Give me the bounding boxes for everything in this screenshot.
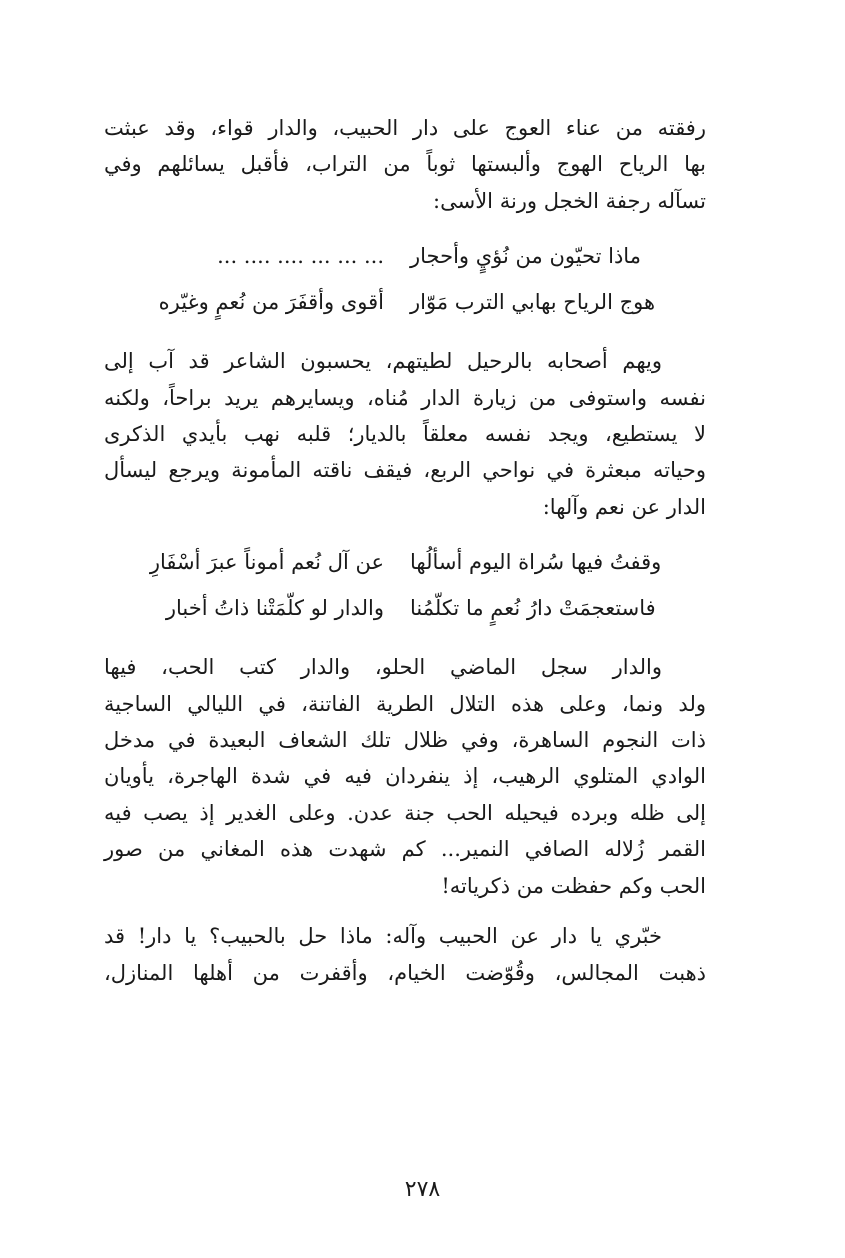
paragraph-1 <box>104 110 706 219</box>
verse-hemistich-second: ماذا تحيّون من نُؤيٍ وأحجار <box>410 244 641 269</box>
text-line: ولد ونما، وعلى هذه التلال الطرية الفاتنة، في الليالي الساجية <box>104 691 706 716</box>
paragraph-3 <box>104 649 706 904</box>
page-number: ٢٧٨ <box>404 1177 441 1202</box>
verse-hemistich-first: ... ... ... .... .... ... <box>217 244 384 269</box>
text-line: إلى ظله وبرده فيحيله الحب جنة عدن. وعلى الغدير إذ يصب فيه <box>104 800 706 825</box>
verse-hemistich-first: والدار لو كلّمَتْنا ذاتُ أخبار <box>165 596 384 621</box>
text-line: خبّري يا دار عن الحبيب وآله: ماذا حل بالحبيب؟ يا دار! قد <box>104 924 662 949</box>
verse-hemistich-first: أقوى وأقفَرَ من نُعمٍ وغيّره <box>158 290 384 315</box>
verse-hemistich-second: هوج الرياح بهابي الترب مَوّار <box>410 290 656 315</box>
verse-block-1 <box>104 233 706 325</box>
text-line: تسآله رجفة الخجل ورنة الأسى: <box>433 188 706 213</box>
page-body <box>104 110 706 991</box>
text-line: وحياته مبعثرة في نواحي الربع، فيقف ناقته المأمونة ويرجع ليسأل <box>104 458 706 483</box>
verse-hemistich-second: وقفتُ فيها سُراة اليوم أسألُها <box>410 550 662 575</box>
text-line: نفسه واستوفى من زيارة الدار مُناه، ويسايرهم يريد براحاً، ولكنه <box>104 385 706 410</box>
text-line: القمر زُلاله الصافي النمير... كم شهدت هذه المغاني من صور <box>104 837 706 862</box>
text-line: ذهبت المجالس، وقُوّضت الخيام، وأقفرت من أهلها المنازل، <box>104 960 706 985</box>
text-line: لا يستطيع، ويجد نفسه معلقاً بالديار؛ قلبه نهب بأيدي الذكرى <box>104 422 706 447</box>
text-line: ويهم أصحابه بالرحيل لطيتهم، يحسبون الشاعر قد آب إلى <box>104 349 662 374</box>
text-line: الوادي المتلوي الرهيب، إذ ينفردان فيه في شدة الهاجرة، يأويان <box>104 764 706 789</box>
paragraph-4 <box>104 918 706 991</box>
text-line: والدار سجل الماضي الحلو، والدار كتب الحب، فيها <box>104 655 662 680</box>
paragraph-2 <box>104 343 706 525</box>
verse-block-2 <box>104 539 706 631</box>
text-line: رفقته من عناء العوج على دار الحبيب، والدار قواء، وقد عبثت <box>104 116 706 140</box>
text-line: بها الرياح الهوج وألبستها ثوباً من التراب، فأقبل يسائلهم وفي <box>104 152 706 177</box>
verse-line <box>104 539 706 585</box>
verse-line <box>104 585 706 631</box>
text-line: الدار عن نعم وآلها: <box>542 494 706 519</box>
verse-hemistich-second: فاستعجمَتْ دارُ نُعمٍ ما تكلّمُنا <box>410 596 656 621</box>
text-line: ذات النجوم الساهرة، وفي ظلال تلك الشعاف البعيدة في مدخل <box>104 728 706 753</box>
verse-hemistich-first: عن آل نُعم أموناً عبرَ أسْفَارِ <box>149 550 384 575</box>
verse-line <box>104 279 706 325</box>
verse-line <box>104 233 706 279</box>
text-line: الحب وكم حفظت من ذكرياته! <box>441 873 706 898</box>
